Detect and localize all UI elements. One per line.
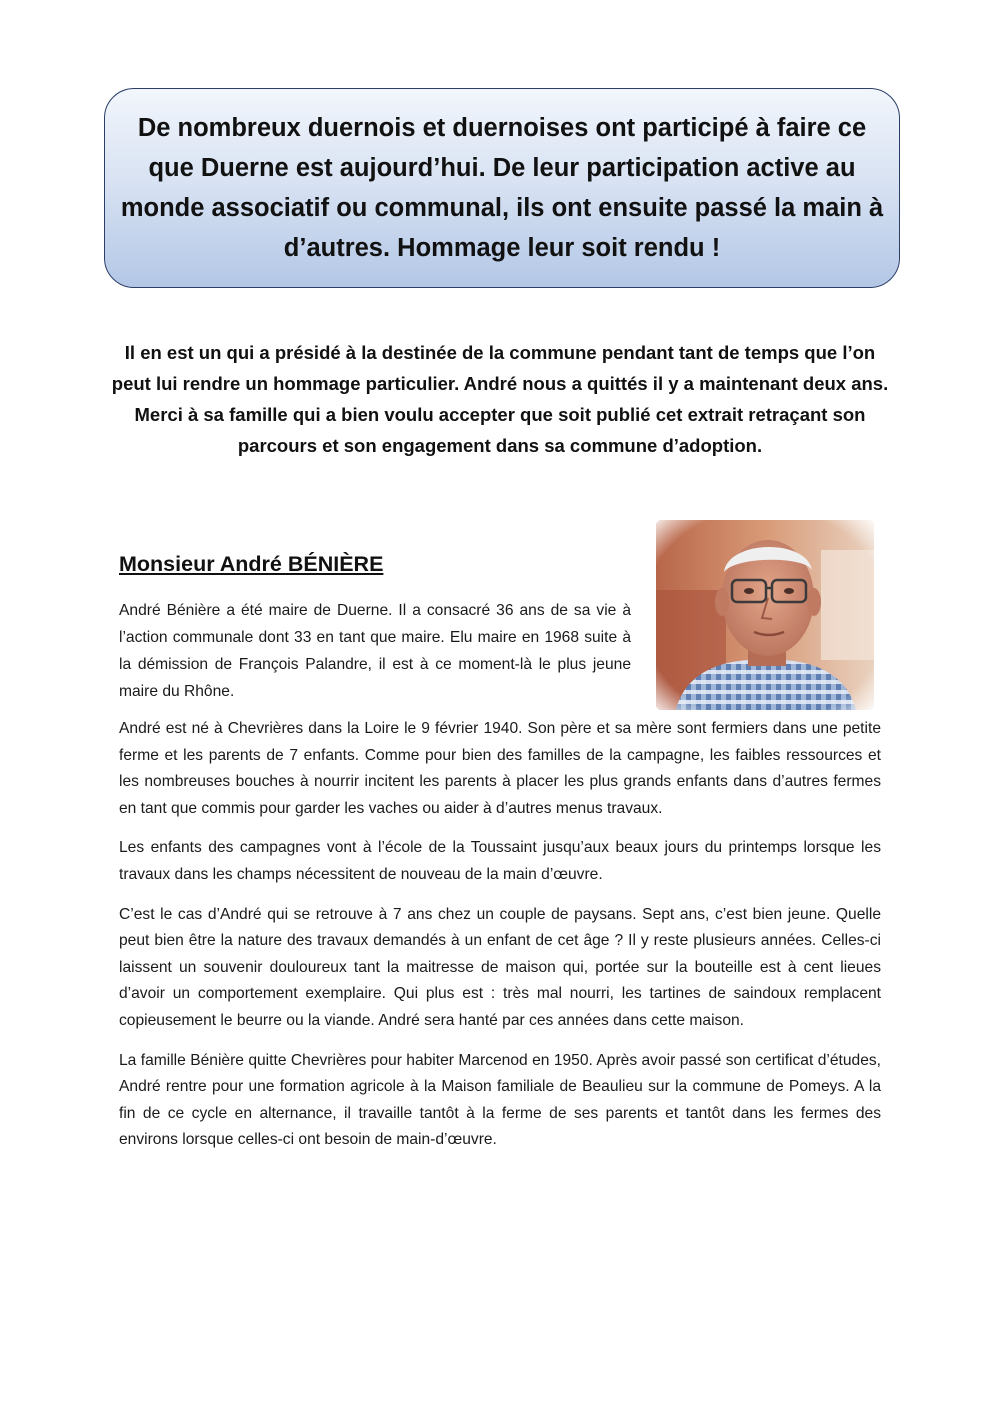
tribute-line-2: Merci à sa famille qui a bien voulu accepter que soit publié cet extrait retraçant son parcours et son engagement dans sa commune d’adoption. — [134, 404, 866, 456]
tribute-intro — [110, 337, 890, 461]
banner-text: De nombreux duernois et duernoises ont participé à faire ce que Duerne est aujourd’hui. De leur participation active au monde associatif ou communal, ils ont ensuite passé la main à d’autres. Hommage leur soit rendu ! — [120, 114, 884, 262]
portrait-photo-icon — [656, 520, 874, 710]
article-intro: André Bénière a été maire de Duerne. Il a consacré 36 ans de sa vie à l’action communale dont 33 en tant que maire. Elu maire en 1968 suite à la démission de François Palandre, il est à ce moment-là le plus jeune maire du Rhône. — [119, 602, 631, 700]
article-body — [119, 716, 881, 1167]
paragraph: Les enfants des campagnes vont à l’école de la Toussaint jusqu’aux beaux jours du printemps lorsque les travaux dans les champs nécessitent de nouveau de la main d’œuvre. — [119, 839, 881, 883]
article-title: Monsieur André BÉNIÈRE — [119, 552, 384, 576]
tribute-line-1: Il en est un qui a présidé à la destinée de la commune pendant tant de temps que l’on peut lui rendre un hommage particulier. André nous a quittés il y a maintenant deux ans. — [111, 342, 889, 394]
paragraph: La famille Bénière quitte Chevrières pour habiter Marcenod en 1950. Après avoir passé son certificat d’études, André rentre pour une formation agricole à la Maison familiale de Beaulieu sur la commune de Pomeys. A la fin de ce cycle en alternance, il travaille tantôt à la ferme de ses parents et tantôt dans les fermes des environs lorsque celles-ci ont besoin de main-d’œuvre. — [119, 1051, 881, 1149]
paragraph: C’est le cas d’André qui se retrouve à 7 ans chez un couple de paysans. Sept ans, c’est bien jeune. Quelle peut bien être la nature des travaux demandés à un enfant de cet âge ? Il y reste plusieurs années. Celles-ci laissent un souvenir douloureux tant la maitresse de maison qui, portée sur la bouteille est à cent lieues d’avoir un comportement exemplaire. Qui plus est : très mal nourri, les tartines de saindoux remplacent copieusement le beurre ou la viande. André sera hanté par ces années dans cette maison. — [119, 905, 881, 1029]
tribute-banner — [104, 88, 900, 288]
paragraph: André est né à Chevrières dans la Loire le 9 février 1940. Son père et sa mère sont fermiers dans une petite ferme et les parents de 7 enfants. Comme pour bien des familles de la campagne, les faibles ressources et les nombreuses bouches à nourrir incitent les parents à placer les plus grands enfants dans d’autres fermes en tant que commis pour garder les vaches ou aider à d’autres menus travaux. — [119, 720, 881, 817]
